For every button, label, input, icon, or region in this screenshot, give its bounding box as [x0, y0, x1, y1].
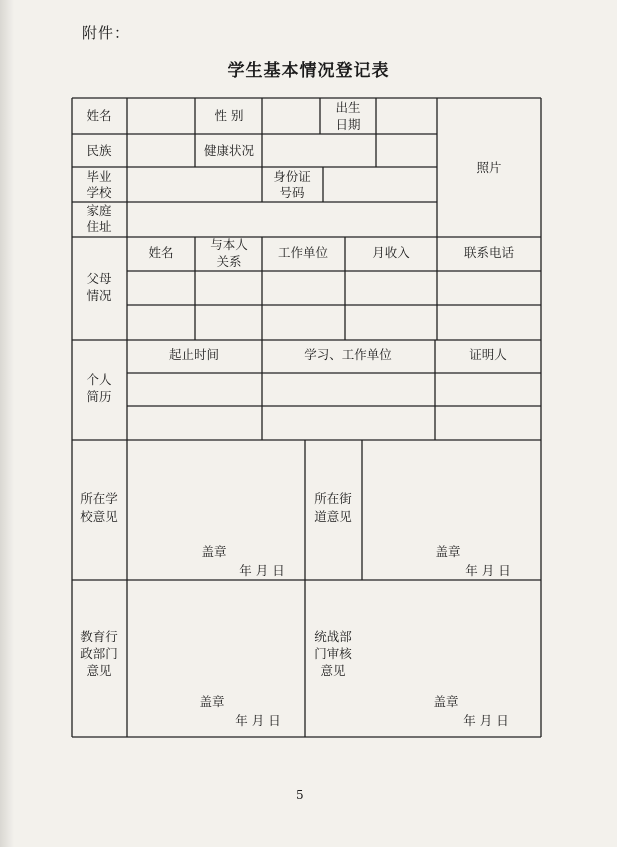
street-seal: 盖章	[435, 544, 461, 559]
label-resume-2: 简历	[86, 389, 112, 404]
education-seal: 盖章	[199, 694, 225, 709]
label-resume-1: 个人	[86, 372, 112, 387]
label-health: 健康状况	[203, 143, 255, 158]
school-date: 年 月 日	[239, 563, 285, 578]
label-education-opinion-1: 教育行	[80, 629, 118, 644]
page-number: 5	[296, 788, 304, 802]
label-address-2: 住址	[86, 219, 112, 234]
label-ethnicity: 民族	[86, 143, 112, 158]
united-front-date: 年 月 日	[463, 713, 509, 728]
label-school-2: 学校	[86, 185, 112, 200]
col-relation-1: 与本人	[210, 237, 248, 252]
col-relation-2: 关系	[216, 254, 242, 269]
col-unit: 学习、工作单位	[304, 347, 392, 362]
label-gender: 性 别	[214, 108, 244, 123]
label-name: 姓名	[86, 108, 112, 123]
label-street-opinion-2: 道意见	[314, 509, 352, 524]
label-id-2: 号码	[279, 185, 305, 200]
label-street-opinion-1: 所在街	[314, 491, 352, 506]
col-phone: 联系电话	[463, 245, 515, 260]
col-parent-name: 姓名	[148, 245, 174, 260]
label-address-1: 家庭	[86, 203, 112, 218]
label-birth-2: 日期	[335, 117, 361, 132]
col-employer: 工作单位	[277, 245, 329, 260]
label-id-1: 身份证	[273, 169, 311, 184]
label-photo: 照片	[476, 160, 502, 175]
label-education-opinion-3: 意见	[86, 663, 112, 678]
street-date: 年 月 日	[465, 563, 511, 578]
label-birth-1: 出生	[335, 100, 361, 115]
col-income: 月收入	[372, 245, 410, 260]
label-education-opinion-2: 政部门	[80, 646, 118, 661]
label-school-opinion-1: 所在学	[80, 491, 118, 506]
education-date: 年 月 日	[235, 713, 281, 728]
label-school-1: 毕业	[86, 169, 112, 184]
label-united-front-1: 统战部	[314, 629, 352, 644]
col-period: 起止时间	[168, 347, 220, 362]
attachment-label: 附件：	[82, 24, 131, 42]
label-school-opinion-2: 校意见	[80, 509, 118, 524]
label-united-front-2: 门审核	[314, 646, 352, 661]
form-title: 学生基本情况登记表	[227, 61, 390, 81]
label-parents-1: 父母	[86, 271, 112, 286]
school-seal: 盖章	[201, 544, 227, 559]
label-parents-2: 情况	[86, 288, 112, 303]
col-witness: 证明人	[469, 347, 507, 362]
label-united-front-3: 意见	[320, 663, 346, 678]
united-front-seal: 盖章	[433, 694, 459, 709]
